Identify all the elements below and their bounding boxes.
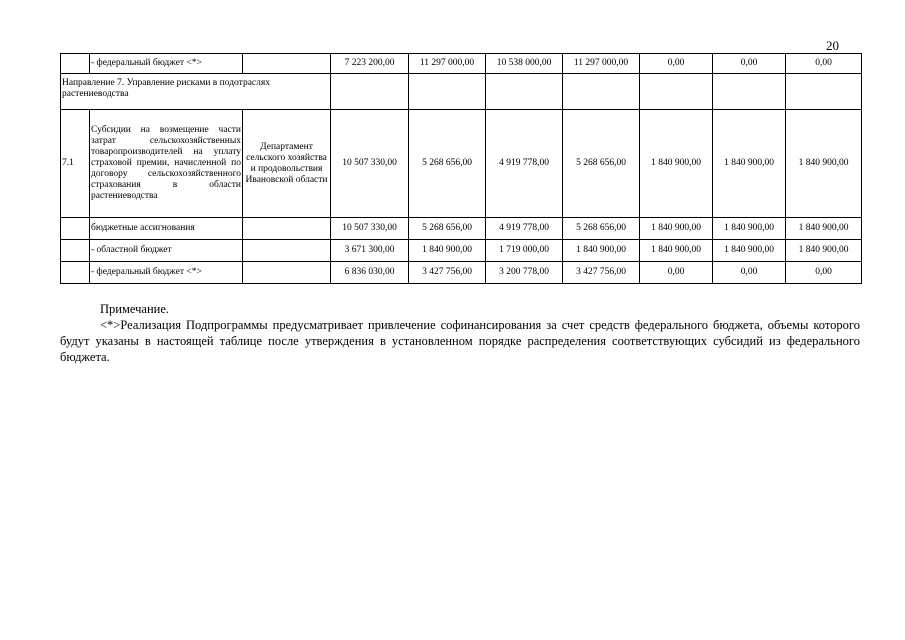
table-row-regional-budget (61, 240, 862, 262)
value-cell: 11 297 000,00 (563, 54, 640, 74)
value-cell: 6 836 030,00 (331, 262, 409, 284)
value-cell: 1 840 900,00 (640, 218, 713, 240)
empty-cell (409, 74, 486, 110)
code-cell (61, 262, 90, 284)
value-cell: 0,00 (640, 54, 713, 74)
value-cell: 0,00 (713, 262, 786, 284)
value-cell: 3 200 778,00 (486, 262, 563, 284)
value-cell: 3 427 756,00 (563, 262, 640, 284)
empty-cell (486, 74, 563, 110)
code-cell (61, 240, 90, 262)
value-cell: 0,00 (786, 262, 862, 284)
value-cell: 1 840 900,00 (713, 218, 786, 240)
value-cell: 1 840 900,00 (713, 110, 786, 218)
direction-heading: Направление 7. Управление рисками в подотраслях растениеводства (61, 74, 331, 110)
value-cell: 7 223 200,00 (331, 54, 409, 74)
row-label: бюджетные ассигнования (90, 218, 243, 240)
budget-table (60, 53, 862, 284)
value-cell: 5 268 656,00 (409, 218, 486, 240)
value-cell: 1 840 900,00 (786, 240, 862, 262)
footnote (60, 301, 860, 365)
value-cell: 1 840 900,00 (563, 240, 640, 262)
code-cell (61, 54, 90, 74)
department-cell: Департамент сельского хозяйства и продовольствия Ивановской области (243, 110, 331, 218)
table-row-7-1 (61, 110, 862, 218)
value-cell: 5 268 656,00 (563, 110, 640, 218)
value-cell: 5 268 656,00 (563, 218, 640, 240)
table-row-federal-bottom (61, 262, 862, 284)
value-cell: 3 427 756,00 (409, 262, 486, 284)
empty-cell (786, 74, 862, 110)
department-cell (243, 262, 331, 284)
table-row-direction-7 (61, 74, 862, 110)
value-cell: 1 840 900,00 (409, 240, 486, 262)
page-number: 20 (826, 38, 839, 53)
value-cell: 1 840 900,00 (786, 218, 862, 240)
table-row-budget-allocations (61, 218, 862, 240)
row-label: - федеральный бюджет <*> (90, 54, 243, 74)
value-cell: 4 919 778,00 (486, 218, 563, 240)
value-cell: 10 507 330,00 (331, 218, 409, 240)
code-cell (61, 218, 90, 240)
value-cell: 3 671 300,00 (331, 240, 409, 262)
empty-cell (640, 74, 713, 110)
value-cell: 5 268 656,00 (409, 110, 486, 218)
table-row-federal-top (61, 54, 862, 74)
footnote-text: <*>Реализация Подпрограммы предусматривает привлечение софинансирования за счет средств федерального бюджета, объемы которого будут указаны в настоящей таблице после утверждения в установленном порядке распределения соответствующих субсидий из федерального бюджета. (60, 318, 860, 364)
value-cell: 11 297 000,00 (409, 54, 486, 74)
department-cell (243, 240, 331, 262)
empty-cell (563, 74, 640, 110)
footnote-title: Примечание. (100, 302, 170, 316)
row-label: - областной бюджет (90, 240, 243, 262)
value-cell: 1 840 900,00 (786, 110, 862, 218)
value-cell: 10 507 330,00 (331, 110, 409, 218)
value-cell: 4 919 778,00 (486, 110, 563, 218)
measure-description: Субсидии на возмещение части затрат сельскохозяйственных товаропроизводителей на уплату страховой премии, начисленной по договору сельскохозяйственного страхования в области растениеводства (90, 110, 243, 218)
code-cell: 7.1 (61, 110, 90, 218)
value-cell: 0,00 (713, 54, 786, 74)
value-cell: 1 719 000,00 (486, 240, 563, 262)
value-cell: 0,00 (786, 54, 862, 74)
empty-cell (331, 74, 409, 110)
department-cell (243, 54, 331, 74)
value-cell: 1 840 900,00 (640, 110, 713, 218)
department-cell (243, 218, 331, 240)
value-cell: 0,00 (640, 262, 713, 284)
empty-cell (713, 74, 786, 110)
value-cell: 1 840 900,00 (713, 240, 786, 262)
value-cell: 1 840 900,00 (640, 240, 713, 262)
row-label: - федеральный бюджет <*> (90, 262, 243, 284)
value-cell: 10 538 000,00 (486, 54, 563, 74)
